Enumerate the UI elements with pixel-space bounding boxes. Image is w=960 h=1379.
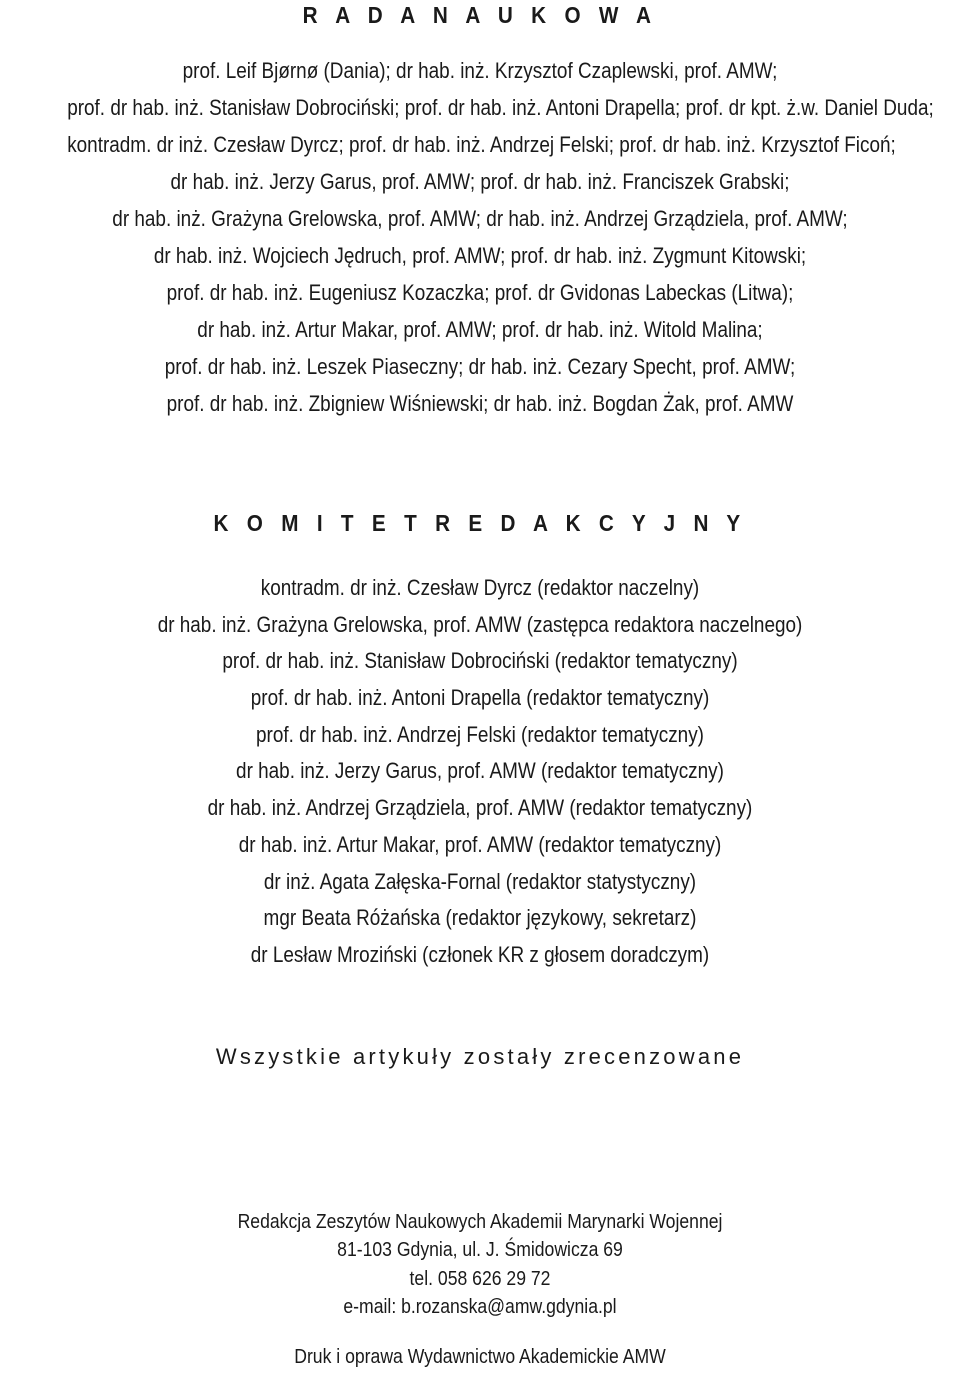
council-line: dr hab. inż. Artur Makar, prof. AMW; prof. dr hab. inż. Witold Malina;: [197, 317, 763, 342]
council-line: prof. Leif Bjørnø (Dania); dr hab. inż. Krzysztof Czaplewski, prof. AMW;: [182, 58, 778, 83]
committee-line: prof. dr hab. inż. Andrzej Felski (redaktor tematyczny): [256, 721, 704, 747]
address-line: Redakcja Zeszytów Naukowych Akademii Marynarki Wojennej: [237, 1211, 723, 1233]
council-line: prof. dr hab. inż. Leszek Piaseczny; dr hab. inż. Cezary Specht, prof. AMW;: [164, 354, 796, 379]
committee-line: dr hab. inż. Andrzej Grządziela, prof. AMW (redaktor tematyczny): [207, 795, 753, 821]
council-line: prof. dr hab. inż. Stanisław Dobrociński; prof. dr hab. inż. Antoni Drapella; prof. dr kpt. ż.w. Daniel Duda;: [67, 95, 934, 120]
scientific-council-heading: R A D A N A U K O W A: [302, 2, 658, 28]
committee-line: dr hab. inż. Artur Makar, prof. AMW (redaktor tematyczny): [238, 831, 722, 857]
editorial-committee-heading: K O M I T E T R E D A K C Y J N Y: [213, 510, 747, 536]
committee-line: kontradm. dr inż. Czesław Dyrcz (redaktor naczelny): [260, 575, 700, 600]
committee-line: dr inż. Agata Załęska-Fornal (redaktor statystyczny): [263, 868, 697, 894]
phone-line: tel. 058 626 29 72: [409, 1267, 551, 1290]
council-line: prof. dr hab. inż. Zbigniew Wiśniewski; dr hab. inż. Bogdan Żak, prof. AMW: [166, 391, 794, 416]
printer-credit: Druk i oprawa Wydawnictwo Akademickie AMW: [294, 1346, 666, 1368]
email-line: e-mail: b.rozanska@amw.gdynia.pl: [343, 1295, 617, 1318]
committee-line: prof. dr hab. inż. Stanisław Dobrociński (redaktor tematyczny): [222, 648, 738, 674]
committee-line: mgr Beata Różańska (redaktor językowy, sekretarz): [263, 905, 697, 931]
address-line: 81-103 Gdynia, ul. J. Śmidowicza 69: [337, 1239, 623, 1262]
committee-line: dr hab. inż. Jerzy Garus, prof. AMW (redaktor tematyczny): [236, 758, 724, 784]
council-line: dr hab. inż. Jerzy Garus, prof. AMW; prof. dr hab. inż. Franciszek Grabski;: [170, 169, 790, 194]
council-line: kontradm. dr inż. Czesław Dyrcz; prof. dr hab. inż. Andrzej Felski; prof. dr hab. inż. Krzysztof Ficoń;: [67, 132, 896, 157]
council-line: dr hab. inż. Grażyna Grelowska, prof. AMW; dr hab. inż. Andrzej Grządziela, prof. AMW;: [112, 206, 848, 231]
council-line: prof. dr hab. inż. Eugeniusz Kozaczka; prof. dr Gvidonas Labeckas (Litwa);: [166, 280, 794, 305]
scientific-council-list: [0, 52, 960, 422]
committee-line: dr hab. inż. Grażyna Grelowska, prof. AMW (zastępca redaktora naczelnego): [157, 611, 803, 637]
committee-line: dr Lesław Mroziński (członek KR z głosem doradczym): [250, 941, 710, 967]
editorial-address: [0, 1208, 960, 1321]
reviewed-notice: Wszystkie artykuły zostały zrecenzowane: [215, 1044, 745, 1069]
committee-line: prof. dr hab. inż. Antoni Drapella (redaktor tematyczny): [250, 685, 710, 711]
editorial-committee-list: [0, 570, 960, 974]
council-line: dr hab. inż. Wojciech Jędruch, prof. AMW; prof. dr hab. inż. Zygmunt Kitowski;: [153, 243, 807, 268]
